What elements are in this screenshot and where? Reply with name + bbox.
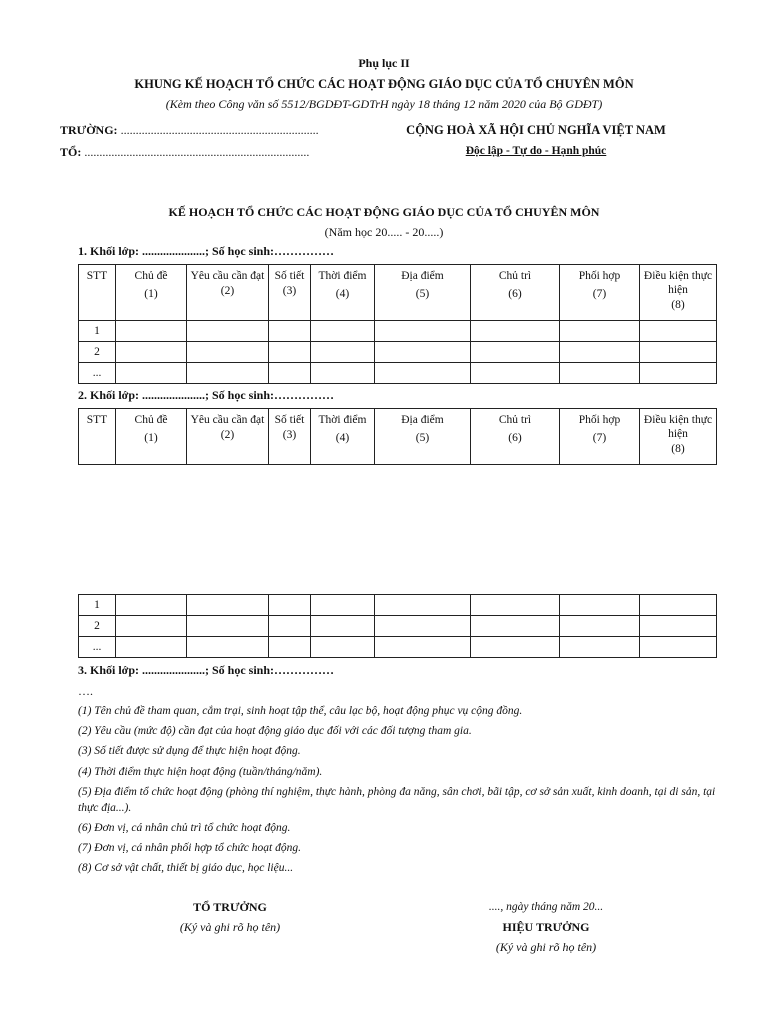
column-header: Số tiết (3) [269,409,311,465]
column-header: Phối hợp (7) [560,409,640,465]
table-row: ... [79,637,717,658]
head-of-department-title: TỔ TRƯỞNG [193,900,267,914]
activity-table-2-rows [78,594,717,658]
column-header: Số tiết (3) [269,265,311,321]
column-header: Chủ đề (1) [116,409,187,465]
table-row: ... [79,363,717,384]
table-header-row [79,265,717,321]
nation-name: CỘNG HOÀ XÃ HỘI CHỦ NGHĨA VIỆT NAM [406,123,666,137]
plan-title: KẾ HOẠCH TỔ CHỨC CÁC HOẠT ĐỘNG GIÁO DỤC CỦA TỔ CHUYÊN MÔN [168,205,600,219]
document-title: KHUNG KẾ HOẠCH TỔ CHỨC CÁC HOẠT ĐỘNG GIÁO DỤC CỦA TỔ CHUYÊN MÔN [134,77,634,91]
school-year: (Năm học 20..... - 20.....) [324,225,444,239]
note-item: (7) Đơn vị, cá nhân phối hợp tổ chức hoạt động. [78,842,301,854]
note-item: (4) Thời điểm thực hiện hoạt động (tuần/tháng/năm). [78,766,323,778]
column-header: Chủ trì (6) [471,409,560,465]
school-field [60,123,319,138]
column-header: Địa điểm (5) [375,265,471,321]
table-header-row [79,409,717,465]
department-dots: ........................................................................... [84,145,310,159]
column-header: Yêu cầu cần đạt (2) [187,265,269,321]
column-header: Chủ đề (1) [116,265,187,321]
column-header: STT [79,265,116,321]
activity-table-2-header [78,408,717,465]
column-header: STT [79,409,116,465]
section-1-heading: 1. Khối lớp: .....................; Số học sinh:…………… [78,244,335,258]
column-header: Điều kiện thực hiện (8) [640,409,717,465]
section-3-continuation: …. [78,684,93,698]
note-item: (5) Địa điểm tổ chức hoạt động (phòng thí nghiệm, thực hành, phòng đa năng, sân chơi, bãi tập, cơ sở sản xuất, kinh doanh, tại di sản, tại thực địa...). [78,786,716,814]
note-item: (6) Đơn vị, cá nhân chủ trì tổ chức hoạt động. [78,822,291,834]
department-field [60,145,309,160]
section-2-heading: 2. Khối lớp: .....................; Số học sinh:…………… [78,388,335,402]
principal-sign-note: (Ký và ghi rõ họ tên) [495,940,597,954]
principal-title: HIỆU TRƯỞNG [502,920,590,934]
school-dots: .................................................................. [120,123,319,137]
note-item: (1) Tên chủ đề tham quan, cắm trại, sinh hoạt tập thể, câu lạc bộ, hoạt động phục vụ cộng đồng. [78,705,523,717]
note-item: (8) Cơ sở vật chất, thiết bị giáo dục, học liệu... [78,862,294,874]
table-row: 2 [79,616,717,637]
table-row: 1 [79,321,717,342]
date-line: ...., ngày tháng năm 20... [488,901,604,913]
column-header: Phối hợp (7) [560,265,640,321]
column-header: Điều kiện thực hiện (8) [640,265,717,321]
nation-motto: Độc lập - Tự do - Hạnh phúc [465,145,607,157]
column-header: Địa điểm (5) [375,409,471,465]
document-subtitle: (Kèm theo Công văn số 5512/BGDĐT-GDTrH ngày 18 tháng 12 năm 2020 của Bộ GDĐT) [165,97,603,111]
school-label: TRƯỜNG: [60,123,118,137]
column-header: Thời điểm (4) [311,265,375,321]
column-header: Thời điểm (4) [311,409,375,465]
note-item: (3) Số tiết được sử dụng để thực hiện hoạt động. [78,745,301,757]
head-of-department-sign-note: (Ký và ghi rõ họ tên) [179,920,281,934]
table-row: 2 [79,342,717,363]
column-header: Yêu cầu cần đạt (2) [187,409,269,465]
section-3-heading: 3. Khối lớp: .....................; Số học sinh:…………… [78,663,335,677]
table-row: 1 [79,595,717,616]
appendix-label: Phụ lục II [358,56,410,70]
department-label: TỔ: [60,145,82,159]
note-item: (2) Yêu cầu (mức độ) cần đạt của hoạt động giáo dục đối với các đối tượng tham gia. [78,725,472,737]
column-header: Chủ trì (6) [471,265,560,321]
activity-table-1 [78,264,717,384]
